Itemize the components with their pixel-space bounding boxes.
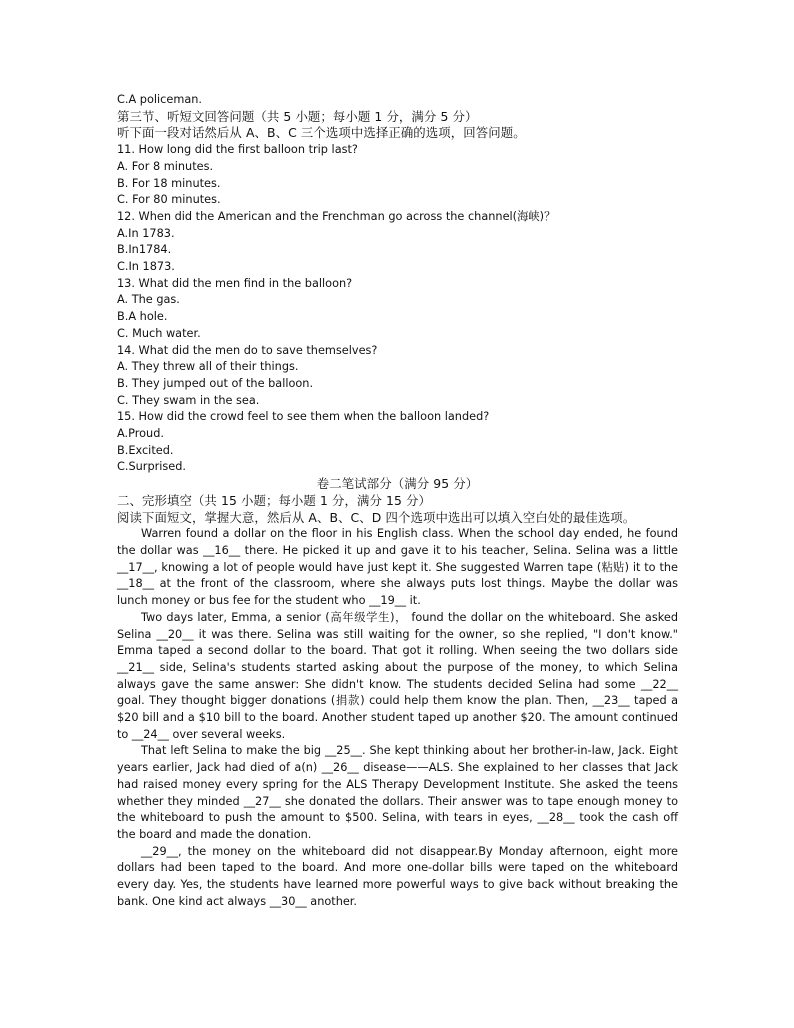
passage-paragraph: Warren found a dollar on the floor in his English class. When the school day ended, he found the dollar was __16__ there. He picked it up and gave it to his teacher, Selina. Selina was a little __17__, knowing a lot of people would have just kept it. She suggested Warren tape (粘贴) it to the __18__ at the front of the classroom, where she always puts lost things. Maybe the dollar was lunch money or bus fee for the student who __19__ it. xyxy=(117,527,678,608)
passage-paragraph: __29__, the money on the whiteboard did not disappear.By Monday afternoon, eight more dollars had been taped to the board. And more one-dollar bills were taped on the whiteboard every day. Yes, the students have learned more powerful ways to give back without breaking the bank. One kind act always __30__ another. xyxy=(117,844,678,908)
section-heading: 第三节、听短文回答问题（共 5 小题；每小题 1 分，满分 5 分） xyxy=(117,108,478,124)
option-line: C.A policeman. xyxy=(117,93,202,106)
question-line: 12. When did the American and the Frenchman go across the channel(海峡)？ xyxy=(117,209,556,223)
option-line: A.In 1783. xyxy=(117,226,175,240)
option-line: A. They threw all of their things. xyxy=(117,360,299,374)
question-line: 14. What did the men do to save themselves? xyxy=(117,343,378,357)
option-line: C. They swam in the sea. xyxy=(117,393,260,407)
option-line: A.Proud. xyxy=(117,427,164,441)
section-instruction: 阅读下面短文，掌握大意，然后从 A、B、C、D 四个选项中选出可以填入空白处的最佳选项。 xyxy=(117,509,636,525)
option-line: C.In 1873. xyxy=(117,260,175,274)
part-title: 卷二笔试部分（满分 95 分） xyxy=(316,476,479,492)
cloze-passage xyxy=(117,526,678,910)
option-line: C. For 80 minutes. xyxy=(117,193,221,207)
section-instruction: 听下面一段对话然后从 A、B、C 三个选项中选择正确的选项，回答问题。 xyxy=(117,125,526,141)
option-line: B.In1784. xyxy=(117,243,172,257)
question-line: 13. What did the men find in the balloon? xyxy=(117,276,353,290)
question-line: 15. How did the crowd feel to see them when the balloon landed? xyxy=(117,410,490,424)
option-line: B. They jumped out of the balloon. xyxy=(117,376,314,390)
option-line: C. Much water. xyxy=(117,326,201,340)
question-line: 11. How long did the first balloon trip last? xyxy=(117,143,358,157)
option-line: B. For 18 minutes. xyxy=(117,176,221,190)
option-line: B.A hole. xyxy=(117,310,168,324)
passage-paragraph: Two days later, Emma, a senior (高年级学生)， found the dollar on the whiteboard. She asked Selina __20__ it was there. Selina was still waiting for the owner, so she replied, "I don't know." Emma taped a second dollar to the board. That got it rolling. When seeing the two dollars side __21__ side, Selina's students started asking about the purpose of the money, to which Selina always gave the same answer: She didn't know. The students decided Selina had some __22__ goal. They thought bigger donations (捐款) could help them know the plan. Then, __23__ taped a $20 bill and a $10 bill to the board. Another student taped up another $20. The amount continued to __24__ over several weeks. xyxy=(117,610,678,741)
listening-section xyxy=(117,92,678,476)
option-line: B.Excited. xyxy=(117,443,174,457)
exam-page xyxy=(117,92,678,910)
section-heading: 二、完形填空（共 15 小题；每小题 1 分，满分 15 分） xyxy=(117,492,431,508)
option-line: A. The gas. xyxy=(117,293,180,307)
option-line: A. For 8 minutes. xyxy=(117,159,214,173)
passage-paragraph: That left Selina to make the big __25__. She kept thinking about her brother-in-law, Jack. Eight years earlier, Jack had died of a(n) __26__ disease——ALS. She explained to her classes that Jack had raised money every spring for the ALS Therapy Development Institute. She asked the teens whether they minded __27__ she donated the dollars. Their answer was to tape enough money to the whiteboard to push the amount to $500. Selina, with tears in eyes, __28__ took the cash off the board and made the donation. xyxy=(117,744,678,841)
option-line: C.Surprised. xyxy=(117,460,187,474)
